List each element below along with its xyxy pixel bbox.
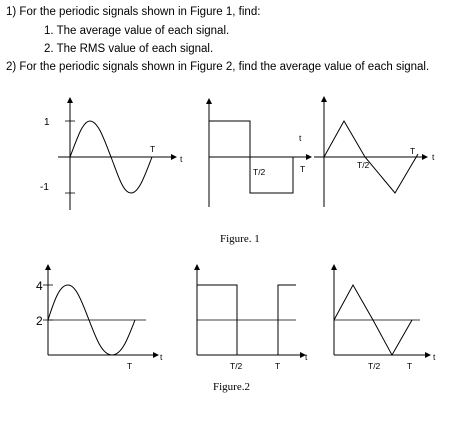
- figure-2-plot-square: [197, 265, 308, 371]
- label-T: T: [127, 361, 133, 371]
- figure-1-caption: Figure. 1: [220, 233, 260, 245]
- figure-2-plot-sine: [36, 265, 163, 371]
- figure-2-plot-triangle: [334, 265, 436, 371]
- label-t: t: [432, 152, 435, 162]
- label-T2: T/2: [357, 160, 370, 170]
- label-T2: T/2: [368, 361, 381, 371]
- label-T: T: [150, 144, 156, 154]
- label-T2: T/2: [230, 361, 243, 371]
- question-1: 1) For the periodic signals shown in Figure 1, find:: [6, 6, 261, 18]
- question-1-part-2: 2. The RMS value of each signal.: [44, 43, 214, 55]
- label-2: 2: [36, 314, 43, 328]
- label-T: T: [300, 164, 306, 174]
- label-T: T: [410, 146, 416, 156]
- question-2: 2) For the periodic signals shown in Figure 2, find the average value of each signal.: [6, 61, 430, 73]
- label-1: 1: [44, 117, 50, 128]
- question-1-part-1: 1. The average value of each signal.: [44, 25, 230, 37]
- label-T: T: [275, 361, 281, 371]
- label-t: t: [299, 133, 302, 143]
- label-T2: T/2: [253, 167, 266, 177]
- label-t: t: [305, 352, 308, 362]
- label-t: t: [433, 352, 436, 362]
- figure-2-caption: Figure.2: [213, 381, 250, 393]
- label-neg1: -1: [40, 182, 49, 193]
- label-t: t: [160, 352, 163, 362]
- label-T: T: [407, 361, 413, 371]
- label-4: 4: [36, 279, 43, 293]
- label-t: t: [180, 154, 183, 164]
